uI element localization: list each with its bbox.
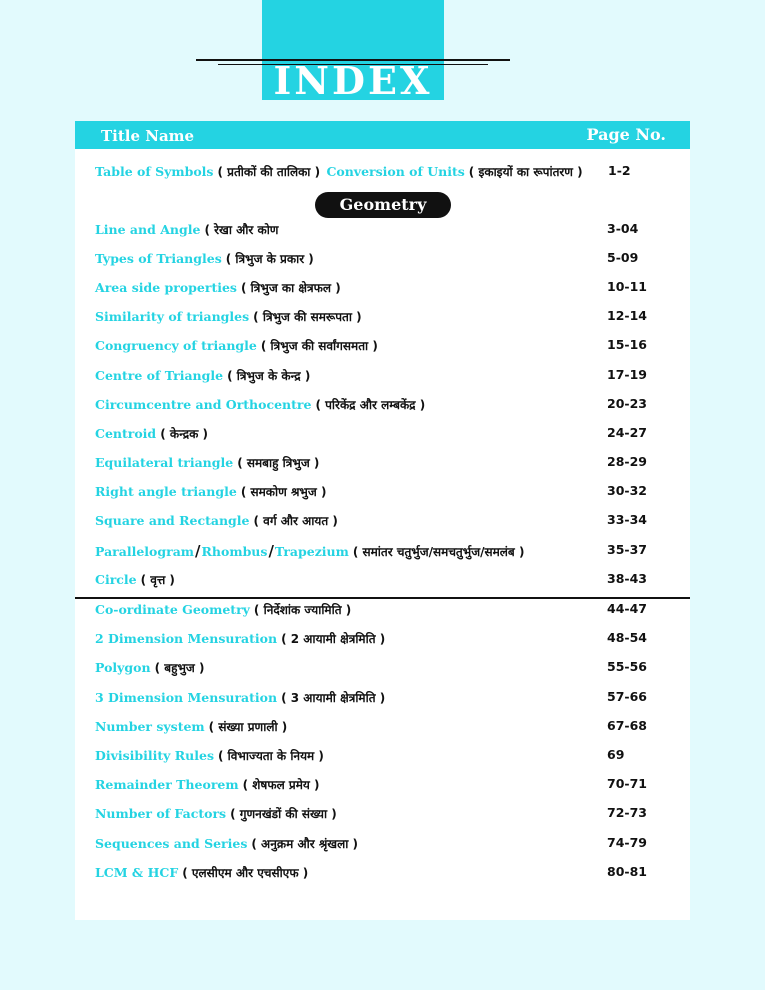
entry-title: Right angle triangle xyxy=(95,483,237,499)
entry-title: Remainder Theorem xyxy=(95,777,239,793)
index-row xyxy=(95,630,655,652)
entry-hindi: ( त्रिभुज के प्रकार ) xyxy=(225,252,314,267)
entry-title: 3 Dimension Mensuration xyxy=(95,689,278,705)
entry-hindi: ( गुणनखंडों की संख्या ) xyxy=(230,807,337,822)
entry-hindi: ( बहुभुज ) xyxy=(154,661,205,676)
entry-pages: 57-66 xyxy=(607,688,647,704)
entry-title: Congruency of triangle xyxy=(95,338,257,354)
entry-hindi: ( इकाइयों का रूपांतरण ) xyxy=(468,165,583,179)
entry-title: Circle xyxy=(95,572,137,587)
index-row xyxy=(95,308,655,330)
entry-hindi: ( रेखा और कोण xyxy=(204,223,279,237)
slash-separator: / xyxy=(268,542,274,560)
index-row xyxy=(95,367,655,389)
entry-title: Divisibility Rules xyxy=(95,748,214,763)
entry-hindi: ( एलसीएम और एचसीएफ ) xyxy=(182,865,309,880)
entry-pages: 55-56 xyxy=(607,659,647,675)
entry-pages: 3-04 xyxy=(607,221,639,236)
entry-hindi: ( समबाहु त्रिभुज ) xyxy=(237,455,320,470)
entry-pages: 44-47 xyxy=(607,601,647,616)
entry-hindi: ( परिकेंद्र और लम्बकेंद्र ) xyxy=(315,397,426,412)
index-row xyxy=(95,747,655,769)
entry-title: Centroid xyxy=(95,425,157,441)
entry-title: Circumcentre and Orthocentre xyxy=(95,396,312,412)
entry-pages: 72-73 xyxy=(607,805,647,821)
entry-pages: 28-29 xyxy=(607,453,647,469)
index-row xyxy=(95,835,655,857)
index-row-symbols xyxy=(95,163,655,185)
entry-pages: 48-54 xyxy=(607,630,647,646)
entry-title: Types of Triangles xyxy=(95,251,222,267)
index-row xyxy=(95,279,655,301)
entry-pages: 1-2 xyxy=(608,163,631,178)
entry-title: Number system xyxy=(95,718,205,734)
index-row xyxy=(95,512,655,534)
index-row xyxy=(95,483,655,505)
entry-title: 2 Dimension Mensuration xyxy=(95,631,278,647)
entry-title: Polygon xyxy=(95,660,151,676)
entry-hindi: ( त्रिभुज के केन्द्र ) xyxy=(227,368,311,383)
entry-hindi: ( निर्देशांक ज्यामिति ) xyxy=(253,603,352,617)
entry-pages: 74-79 xyxy=(607,834,647,850)
entry-hindi: ( केन्द्रक ) xyxy=(160,426,209,441)
entry-pages: 38-43 xyxy=(607,571,647,586)
index-row xyxy=(95,659,655,681)
index-row xyxy=(95,805,655,827)
entry-title: Similarity of triangles xyxy=(95,309,250,325)
entry-hindi: ( शेषफल प्रमेय ) xyxy=(242,778,320,793)
entry-title: Line and Angle xyxy=(95,222,201,237)
entry-pages: 20-23 xyxy=(607,395,647,411)
index-row xyxy=(95,601,655,623)
entry-pages: 30-32 xyxy=(607,482,647,498)
entry-title: Conversion of Units xyxy=(326,164,465,179)
entry-hindi: ( वर्ग और आयत ) xyxy=(253,514,338,528)
index-row xyxy=(95,425,655,447)
section-divider xyxy=(75,597,690,599)
entry-title: Square and Rectangle xyxy=(95,513,250,528)
entry-title: Sequences and Series xyxy=(95,835,248,851)
entry-title: Trapezium xyxy=(274,544,349,559)
index-row xyxy=(95,689,655,711)
entry-pages: 17-19 xyxy=(607,366,647,382)
index-row xyxy=(95,718,655,740)
entry-pages: 67-68 xyxy=(607,717,647,733)
slash-separator: / xyxy=(195,542,201,560)
index-row xyxy=(95,221,655,243)
entry-title: Co-ordinate Geometry xyxy=(95,602,250,617)
page-column-header: Page No. xyxy=(586,125,666,144)
index-row xyxy=(95,864,655,886)
entry-pages: 15-16 xyxy=(607,337,647,353)
table-header xyxy=(75,121,690,149)
entry-title: Rhombus xyxy=(201,544,268,559)
title-column-header: Title Name xyxy=(101,127,195,145)
entry-hindi: ( त्रिभुज की सर्वांगसमता ) xyxy=(260,339,378,354)
entry-pages: 12-14 xyxy=(607,308,647,324)
entry-hindi: ( विभाज्यता के नियम ) xyxy=(217,749,324,763)
entry-hindi: ( समांतर चतुर्भुज/समचतुर्भुज/समलंब ) xyxy=(352,545,525,559)
entry-hindi: ( 3 आयामी क्षेत्रमिति ) xyxy=(281,690,386,705)
entry-hindi: ( संख्या प्रणाली ) xyxy=(208,719,288,734)
entry-pages: 5-09 xyxy=(607,250,639,266)
entry-hindi: ( समकोण श्रभुज ) xyxy=(240,484,327,499)
entry-hindi: ( अनुक्रम और श्रृंखला ) xyxy=(251,836,359,851)
index-row xyxy=(95,776,655,798)
entry-pages: 80-81 xyxy=(607,863,647,879)
entry-pages: 35-37 xyxy=(607,542,647,557)
index-row xyxy=(95,337,655,359)
index-row-circle xyxy=(95,571,655,593)
entry-hindi: ( प्रतीकों की तालिका ) xyxy=(217,165,321,179)
index-row xyxy=(95,250,655,272)
entry-title: Centre of Triangle xyxy=(95,367,224,383)
entry-hindi: ( त्रिभुज का क्षेत्रफल ) xyxy=(240,281,341,296)
entry-title: Table of Symbols xyxy=(95,164,214,179)
entry-pages: 24-27 xyxy=(607,424,647,440)
entry-pages: 70-71 xyxy=(607,776,647,792)
entry-hindi: ( वृत्त ) xyxy=(140,573,175,587)
entry-title: LCM & HCF xyxy=(95,864,179,880)
entry-title: Area side properties xyxy=(95,280,237,296)
index-row xyxy=(95,396,655,418)
entry-title: Equilateral triangle xyxy=(95,454,234,470)
entry-pages: 33-34 xyxy=(607,512,647,527)
page-title: INDEX xyxy=(273,58,433,103)
entry-pages: 69 xyxy=(607,747,625,762)
entry-hindi: ( त्रिभुज की समरूपता ) xyxy=(253,310,362,325)
entry-pages: 10-11 xyxy=(607,279,647,295)
entry-title: Number of Factors xyxy=(95,806,227,822)
section-label-geometry: Geometry xyxy=(315,192,451,218)
entry-hindi: ( 2 आयामी क्षेत्रमिति ) xyxy=(281,632,386,647)
entry-title: Parallelogram xyxy=(95,544,195,559)
index-row xyxy=(95,454,655,476)
index-table xyxy=(75,121,690,920)
index-row-parallelogram xyxy=(95,542,655,564)
